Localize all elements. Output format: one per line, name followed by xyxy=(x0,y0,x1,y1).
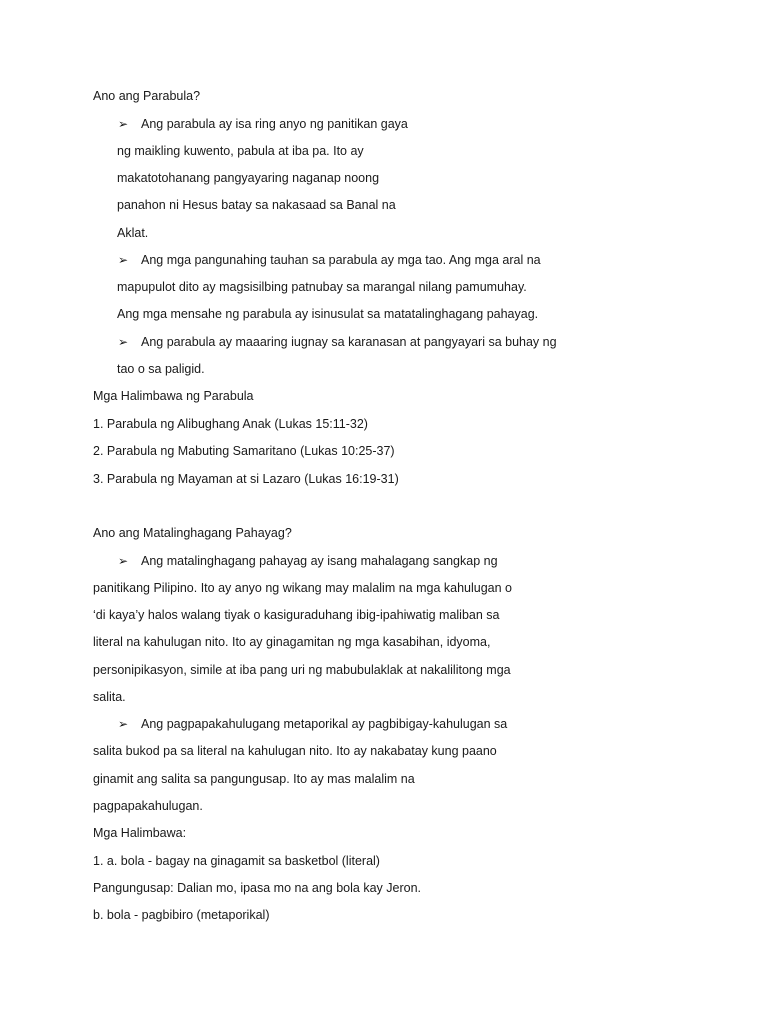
bullet-text-line: Ang mga pangunahing tauhan sa parabula ay mga tao. Ang mga aral na xyxy=(141,253,541,267)
bullet-text-line: panitikang Pilipino. Ito ay anyo ng wikang may malalim na mga kahulugan o xyxy=(93,581,512,595)
bullet-text-line: tao o sa paligid. xyxy=(117,362,205,376)
bullet-text-line: Ang pagpapakahulugang metaporikal ay pagbibigay-kahulugan sa xyxy=(141,717,508,731)
bullet-text-line: salita. xyxy=(93,690,126,704)
example-item: b. bola - pagbibiro (metaporikal) xyxy=(93,908,270,922)
bullet-arrow-icon: ➢ xyxy=(118,253,129,267)
example-item: 1. a. bola - bagay na ginagamit sa basketbol (literal) xyxy=(93,854,380,868)
bullet-arrow-icon: ➢ xyxy=(118,117,129,131)
bullet-text-line: mapupulot dito ay magsisilbing patnubay sa marangal nilang pamumuhay. xyxy=(117,280,527,294)
section-heading-matalinghagang-pahayag: Ano ang Matalinghagang Pahayag? xyxy=(93,526,292,540)
section-heading-parabula: Ano ang Parabula? xyxy=(93,89,201,103)
bullet-text-line: makatotohanang pangyayaring naganap noong xyxy=(117,171,380,185)
bullet-text-line: panahon ni Hesus batay sa nakasaad sa Banal na xyxy=(117,198,396,212)
bullet-text-line: Ang matalinghagang pahayag ay isang mahalagang sangkap ng xyxy=(141,554,498,568)
bullet-text-line: Ang mga mensahe ng parabula ay isinusulat sa matatalinghagang pahayag. xyxy=(117,307,539,321)
bullet-text-line: personipikasyon, simile at iba pang uri ng mabubulaklak at nakalilitong mga xyxy=(93,663,511,677)
bullet-text-line: Aklat. xyxy=(117,226,149,240)
examples-heading: Mga Halimbawa ng Parabula xyxy=(93,389,254,403)
bullet-text-line: pagpapakahulugan. xyxy=(93,799,203,813)
bullet-text-line: Ang parabula ay isa ring anyo ng panitikan gaya xyxy=(141,117,408,131)
example-item: 2. Parabula ng Mabuting Samaritano (Lukas 10:25-37) xyxy=(93,444,395,458)
example-item: 3. Parabula ng Mayaman at si Lazaro (Lukas 16:19-31) xyxy=(93,472,399,486)
bullet-arrow-icon: ➢ xyxy=(118,335,129,349)
bullet-text-line: salita bukod pa sa literal na kahulugan nito. Ito ay nakabatay kung paano xyxy=(93,744,497,758)
bullet-text-line: ng maikling kuwento, pabula at iba pa. Ito ay xyxy=(117,144,364,158)
bullet-text-line: ‘di kaya’y halos walang tiyak o kasiguraduhang ibig-ipahiwatig maliban sa xyxy=(93,608,500,622)
bullet-arrow-icon: ➢ xyxy=(118,717,129,731)
bullet-text-line: ginamit ang salita sa pangungusap. Ito ay mas malalim na xyxy=(93,772,415,786)
bullet-text-line: Ang parabula ay maaaring iugnay sa karanasan at pangyayari sa buhay ng xyxy=(141,335,557,349)
example-sentence: Pangungusap: Dalian mo, ipasa mo na ang bola kay Jeron. xyxy=(93,881,421,895)
examples-heading: Mga Halimbawa: xyxy=(93,826,187,840)
bullet-arrow-icon: ➢ xyxy=(118,554,129,568)
example-item: 1. Parabula ng Alibughang Anak (Lukas 15:11-32) xyxy=(93,417,368,431)
bullet-text-line: literal na kahulugan nito. Ito ay ginagamitan ng mga kasabihan, idyoma, xyxy=(93,635,491,649)
